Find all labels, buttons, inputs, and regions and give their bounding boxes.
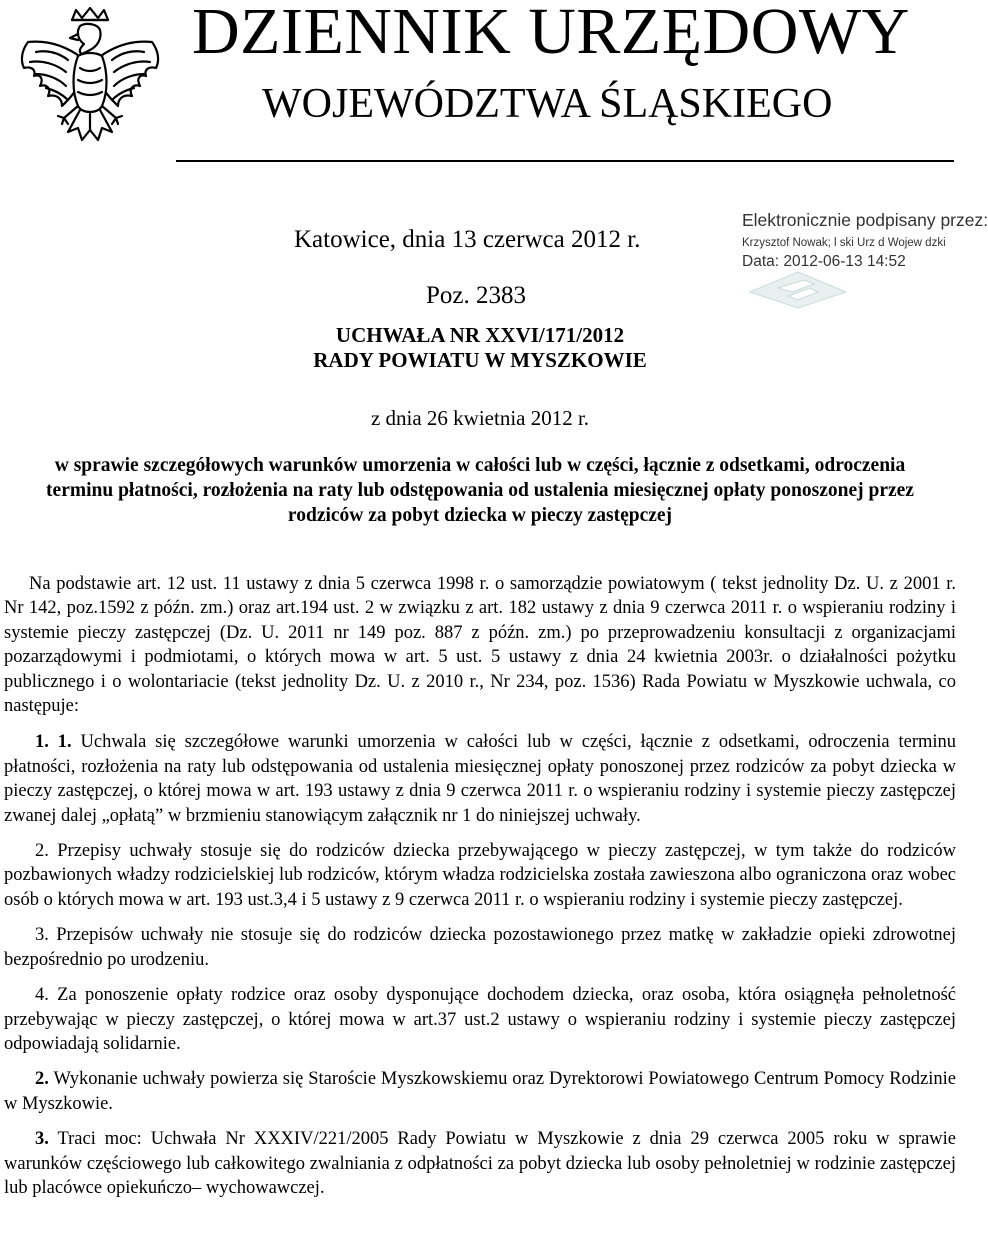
document-body	[4, 572, 956, 1200]
section-3-text: Traci moc: Uchwała Nr XXXIV/221/2005 Rady Powiatu w Myszkowie z dnia 29 czerwca 2005 roku w sprawie warunków częściowego lub całkowitego zwalniania z odpłatności za pobyt dziecka lub osoby pełnoletniej w rodzinie zastępczej lub placówce opiekuńczo– wychowawczej.	[4, 1129, 956, 1198]
coat-of-arms-eagle-icon	[6, 6, 174, 162]
masthead-rule	[176, 160, 954, 162]
resolution-subject: w sprawie szczegółowych warunków umorzenia w całości lub w części, łącznie z odsetkami, odroczenia terminu płatności, rozłożenia na raty lub odstępowania od ustalenia miesięcznej opłaty ponoszonej przez rodziców za pobyt dziecka w pieczy zastępczej	[46, 455, 914, 526]
section-1-paragraph-2: 2. Przepisy uchwały stosuje się do rodziców dziecka przebywającego w pieczy zastępczej, w tym także do rodziców pozbawionych władzy rodzicielskiej lub rodziców, którym władza rodzicielska została zawieszona albo ograniczona oraz wobec osób o których mowa w art. 193 ust.3,4 i 5 ustawy z 9 czerwca 2011 r. o wspieraniu rodziny i systemie pieczy zastępczej.	[4, 841, 956, 910]
section-1-paragraph-1	[4, 730, 956, 828]
section-1-number: 1. 1.	[35, 732, 72, 753]
resolution-date: z dnia 26 kwietnia 2012 r.	[370, 406, 590, 430]
resolution-title	[0, 323, 960, 373]
section-1-paragraph-3: 3. Przepisów uchwały nie stosuje się do rodziców dziecka pozostawionego przez matkę w zakładzie opieki zdrowotnej bezpośrednio po urodzeniu.	[4, 925, 956, 970]
signature-watermark-icon	[748, 270, 848, 310]
legal-basis-paragraph: Na podstawie art. 12 ust. 11 ustawy z dnia 5 czerwca 1998 r. o samorządzie powiatowym ( tekst jednolity Dz. U. z 2001 r. Nr 142, poz.1592 z późn. zm.) oraz art.194 ust. 2 w związku z art. 182 ustawy z dnia 9 czerwca 2011 r. o wspieraniu rodziny i systemie pieczy zastępczej (Dz. U. 2011 nr 149 poz. 887 z późn. zm.) po przeprowadzeniu konsultacji z organizacjami pozarządowymi i podmiotami, o których mowa w art. 5 ust. 5 ustawy z dnia 24 kwietnia 2003r. o działalności pożytku publicznego i o wolontariacie (tekst jednolity Dz. U. z 2010 r., Nr 234, poz. 1536) Rada Powiatu w Myszkowie uchwala, co następuje:	[4, 574, 956, 717]
resolution-issuer: RADY POWIATU W MYSZKOWIE	[313, 348, 647, 372]
section-2-paragraph	[4, 1067, 956, 1116]
section-2-number: 2.	[35, 1069, 49, 1090]
signature-line-2: Krzysztof Nowak; l ski Urz d Wojew dzki	[742, 237, 946, 249]
signature-line-1: Elektronicznie podpisany przez:	[742, 210, 988, 230]
section-1-text: Uchwala się szczegółowe warunki umorzenia w całości lub w części, łącznie z odsetkami, odroczenia terminu płatności, rozłożenia na raty lub odstępowania od ustalenia miesięcznej opłaty ponoszonej przez rodziców za pobyt dziecka w pieczy zastępczej, o której mowa w art. 193 ustawy z dnia 9 czerwca 2011 r. o wspieraniu rodziny i systemie pieczy zastępczej zwanej dalej „opłatą” w brzmieniu stanowiącym załącznik nr 1 do niniejszej uchwały.	[4, 732, 957, 826]
signature-line-3: Data: 2012-06-13 14:52	[742, 253, 906, 270]
position-number: Poz. 2383	[426, 282, 526, 309]
resolution-number: UCHWAŁA NR XXVI/171/2012	[335, 323, 625, 347]
section-1-paragraph-4: 4. Za ponoszenie opłaty rodzice oraz osoby dysponujące dochodem dziecka, oraz osoba, która osiągnęła pełnoletność przebywając w pieczy zastępczej, o której mowa w art.37 ust.2 ustawy o wspieraniu rodziny i systemie pieczy zastępczej odpowiadają solidarnie.	[4, 985, 956, 1054]
section-3-paragraph	[4, 1127, 956, 1200]
masthead-subtitle: WOJEWÓDZTWA ŚLĄSKIEGO	[262, 81, 833, 127]
place-and-date: Katowice, dnia 13 czerwca 2012 r.	[294, 226, 641, 253]
electronic-signature-block	[742, 210, 988, 271]
section-3-number: 3.	[35, 1129, 49, 1150]
section-2-text: Wykonanie uchwały powierza się Staroście Myszkowskiemu oraz Dyrektorowi Powiatowego Centrum Pomocy Rodzinie w Myszkowie.	[4, 1069, 956, 1114]
masthead-title: DZIENNIK URZĘDOWY	[192, 0, 910, 68]
